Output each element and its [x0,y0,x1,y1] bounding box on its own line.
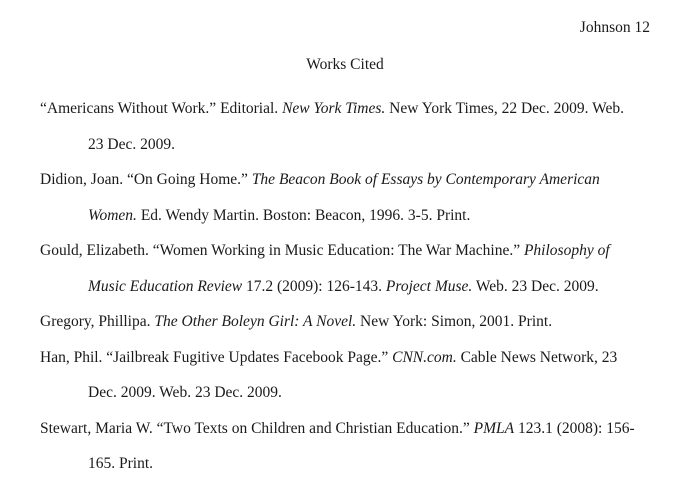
citation-title-italic: Women. [88,206,137,224]
citation-line [40,340,680,376]
citation-line-indented [40,127,680,163]
citation-entry [40,162,680,233]
running-head: Johnson 12 [579,19,650,36]
citation-text: New York Times, 22 Dec. 2009. Web. [385,100,625,117]
citation-line [40,233,680,269]
citation-entry [40,340,680,411]
citation-entry [40,91,680,162]
citation-line [40,304,680,340]
citation-text: Stewart, Maria W. “Two Texts on Children and Christian Education.” [40,419,474,437]
citation-title-italic: The Other Boleyn Girl: A Novel. [154,313,357,330]
citation-title-italic: PMLA [473,419,515,437]
citation-line [40,411,680,447]
citation-text: Gregory, Phillipa. [40,313,155,330]
citation-entry [40,304,680,340]
citation-text: Cable News Network, 23 [456,348,618,366]
citation-title-italic: The Beacon Book of Essays by Contemporary American [251,171,600,188]
citation-text: 165. Print. [88,455,154,472]
citation-text: Dec. 2009. Web. 23 Dec. 2009. [88,384,282,401]
citation-text: “Americans Without Work.” Editorial. [40,100,283,117]
works-cited-list [40,91,680,482]
citation-text: 17.2 (2009): 126-143. [242,277,386,295]
citation-entry [40,233,680,304]
citation-title-italic: New York Times. [282,100,386,117]
citation-text: Han, Phil. “Jailbreak Fugitive Updates Facebook Page.” [40,348,393,366]
citation-text: Ed. Wendy Martin. Boston: Beacon, 1996. 3-5. Print. [136,206,471,224]
page-title: Works Cited [306,56,384,73]
citation-title-italic: Project Muse. [385,277,473,295]
citation-line-indented [40,375,680,411]
citation-title-italic: CNN.com. [392,348,457,366]
citation-line-indented [40,198,680,234]
citation-line-indented [40,446,680,482]
citation-text: New York: Simon, 2001. Print. [356,313,553,330]
citation-text: 23 Dec. 2009. [88,135,175,153]
citation-text: Web. 23 Dec. 2009. [472,277,599,295]
citation-line-indented [40,269,680,305]
citation-text: 123.1 (2008): 156- [514,419,635,437]
citation-text: Didion, Joan. “On Going Home.” [40,171,252,188]
citation-text: Gould, Elizabeth. “Women Working in Music Education: The War Machine.” [40,242,524,259]
citation-entry [40,411,680,482]
citation-line [40,162,680,198]
citation-line [40,91,680,127]
citation-title-italic: Philosophy of [523,242,610,259]
citation-title-italic: Music Education Review [88,277,243,295]
